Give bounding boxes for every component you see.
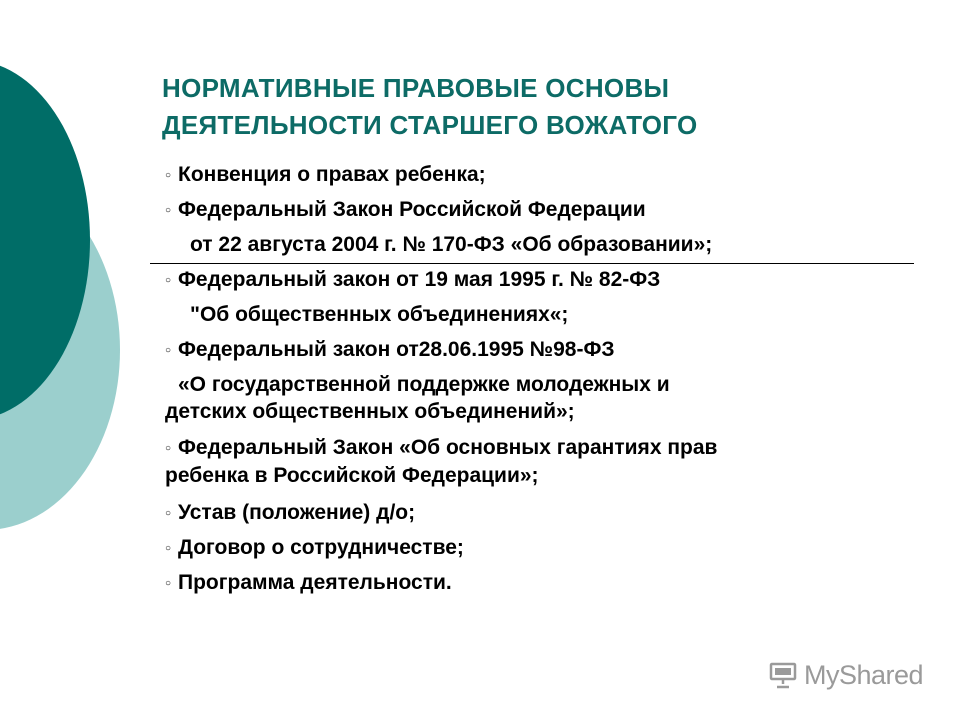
list-item-cooperation-agreement xyxy=(165,534,464,562)
list-item-text: Конвенция о правах ребенка; xyxy=(178,163,486,186)
presentation-screen-icon xyxy=(768,660,798,690)
divider-line xyxy=(150,263,914,264)
list-item-text: ребенка в Российской Федерации»; xyxy=(165,464,539,487)
bullet-icon: ○ xyxy=(165,275,172,286)
list-item-text: "Об общественных объединениях«; xyxy=(190,303,569,326)
bullet-icon: ○ xyxy=(165,443,172,454)
list-item-continuation xyxy=(165,462,539,490)
list-item-text: Программа деятельности. xyxy=(178,571,452,594)
list-item-federal-law-associations xyxy=(165,266,660,294)
list-item-federal-law-youth-support xyxy=(165,336,615,364)
bullet-icon: ○ xyxy=(165,345,172,356)
bullet-icon: ○ xyxy=(165,543,172,554)
bullet-icon: ○ xyxy=(165,170,172,181)
list-item-continuation xyxy=(165,398,575,426)
title-line-1: НОРМАТИВНЫЕ ПРАВОВЫЕ ОСНОВЫ xyxy=(162,73,670,103)
list-item-text: «О государственной поддержке молодежных и xyxy=(178,373,670,396)
list-item-text: Федеральный Закон Российской Федерации xyxy=(178,198,646,221)
list-item-federal-law-child-rights xyxy=(165,434,717,462)
list-item-charter xyxy=(165,499,415,527)
list-item-text: Устав (положение) д/о; xyxy=(178,501,416,524)
list-item-convention xyxy=(165,161,486,189)
list-item-activity-program xyxy=(165,569,452,597)
list-item-continuation xyxy=(190,301,568,329)
bullet-icon: ○ xyxy=(165,508,172,519)
list-item-text: Договор о сотрудничестве; xyxy=(178,536,464,559)
list-item-text: от 22 августа 2004 г. № 170-ФЗ «Об образовании»; xyxy=(190,233,713,256)
list-item-text: Федеральный Закон «Об основных гарантиях прав xyxy=(178,436,718,459)
list-item-continuation xyxy=(178,371,670,399)
bullet-icon: ○ xyxy=(165,205,172,216)
watermark-logo xyxy=(768,656,928,694)
list-item-text: Федеральный закон от 19 мая 1995 г. № 82-ФЗ xyxy=(178,268,661,291)
title-line-2: ДЕЯТЕЛЬНОСТИ СТАРШЕГО ВОЖАТОГО xyxy=(162,110,698,140)
list-item-federal-law-education xyxy=(165,196,646,224)
slide-title xyxy=(162,70,922,144)
bullet-icon: ○ xyxy=(165,578,172,589)
list-item-text: Федеральный закон от28.06.1995 №98-ФЗ xyxy=(178,338,615,361)
list-item-text: детских общественных объединений»; xyxy=(165,400,575,423)
list-item-continuation xyxy=(190,231,712,259)
watermark-text: MyShared xyxy=(804,660,924,690)
